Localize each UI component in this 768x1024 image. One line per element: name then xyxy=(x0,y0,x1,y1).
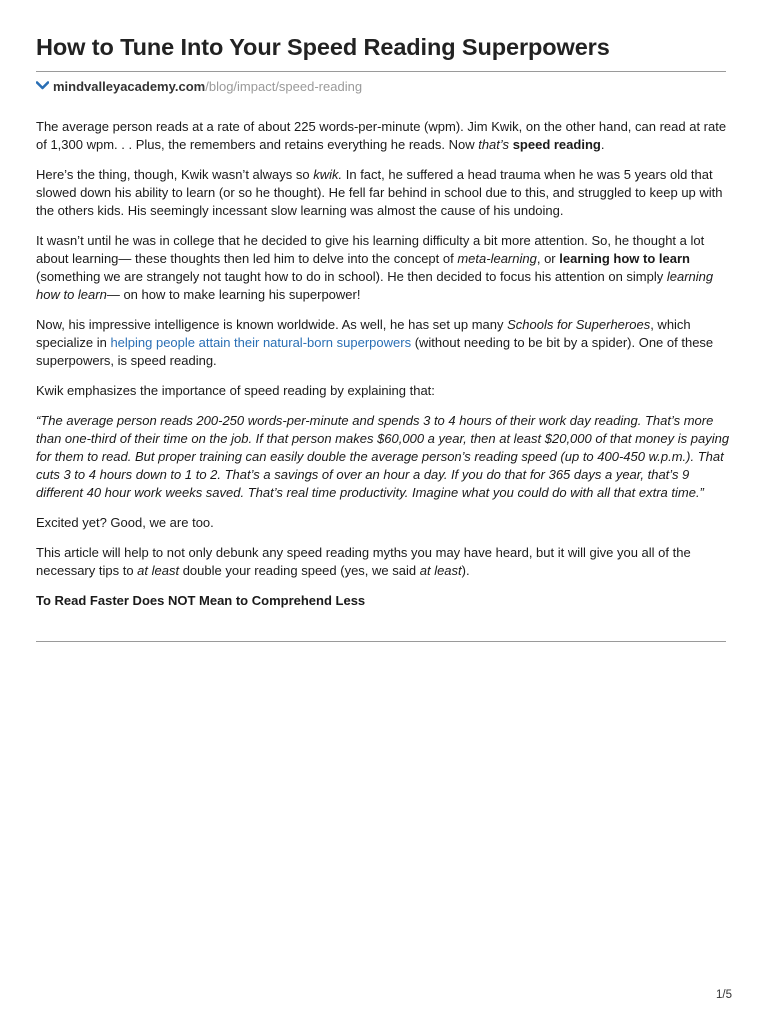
paragraph-6: Excited yet? Good, we are too. xyxy=(36,515,214,530)
p7-emphasis-1: at least xyxy=(137,563,180,578)
chevron-down-icon xyxy=(36,81,49,90)
p7-text-2: double your reading speed (yes, we said xyxy=(179,563,420,578)
p1-bold: speed reading xyxy=(512,137,601,152)
section-subheading: To Read Faster Does NOT Mean to Comprehend Less xyxy=(36,593,366,608)
page-title: How to Tune Into Your Speed Reading Superpowers xyxy=(36,34,610,60)
page-number: 1/5 xyxy=(716,989,732,1001)
source-domain[interactable]: mindvalleyacademy.com xyxy=(53,79,206,94)
p7-emphasis-2: at least xyxy=(419,563,462,578)
paragraph-2 xyxy=(36,166,736,220)
paragraph-7 xyxy=(36,544,736,580)
p1-text: The average person reads at a rate of about 225 words-per-minute (wpm). Jim Kwik, on the other hand, can read at rate of 1,300 wpm. . . Plus, the remembers and retains everything he reads. Now xyxy=(36,119,727,152)
p1-emphasis: that’s xyxy=(478,137,510,152)
title-divider xyxy=(36,71,726,72)
paragraph-3 xyxy=(36,232,736,304)
p2-emphasis: kwik. xyxy=(313,167,343,182)
p3-text-3: (something we are strangely not taught how to do in school). He then decided to focus his attention on simply xyxy=(36,269,667,284)
bottom-divider xyxy=(36,641,726,642)
article-body xyxy=(36,118,736,622)
p3-emphasis-1: meta-learning xyxy=(457,251,537,266)
p3-emphasis-2: learning how to learn xyxy=(36,269,714,302)
p2-text-rest: In fact, he suffered a head trauma when he was 5 years old that slowed down his ability to learn (or so he thought). He fell far behind in school due to this, and struggled to keep up with the others kids. His seemingly incessant slow learning was almost the cause of his undoing. xyxy=(36,167,723,218)
kwik-quote: “The average person reads 200-250 words-per-minute and spends 3 to 4 hours of their work day reading. That’s more than one-third of their time on the job. If that person makes $60,000 a year, then at least $20,000 of that money is paying for them to read. But proper training can easily double the average person’s reading speed (up to 400-450 w.p.m.). That cuts 3 to 4 hours down to 1 to 2. That’s a savings of over an hour a day. If you do that for 365 days a year, that’s 9 different 40 hour work weeks saved. That’s real time productivity. Imagine what you could do with all that extra time.” xyxy=(36,413,730,500)
p2-text: Here’s the thing, though, Kwik wasn’t always so xyxy=(36,167,314,182)
p4-emphasis: Schools for Superheroes xyxy=(507,317,651,332)
p3-text-2: , or xyxy=(536,251,560,266)
p7-text: This article will help to not only debunk any speed reading myths you may have heard, but it will give you all of the necessary tips to xyxy=(36,545,691,578)
p1-end: . xyxy=(600,137,605,152)
p4-text: Now, his impressive intelligence is known worldwide. As well, he has set up many xyxy=(36,317,508,332)
p4-text-2: , which specialize in xyxy=(36,317,691,350)
source-path[interactable]: /blog/impact/speed-reading xyxy=(205,79,363,94)
p4-text-3: (without needing to be bit by a spider). One of these superpowers, is speed reading. xyxy=(36,335,714,368)
paragraph-1 xyxy=(36,118,736,154)
source-url[interactable] xyxy=(36,79,362,94)
p3-bold: learning how to learn xyxy=(559,251,690,266)
paragraph-4 xyxy=(36,316,736,370)
p7-end: ). xyxy=(461,563,470,578)
paragraph-5: Kwik emphasizes the importance of speed reading by explaining that: xyxy=(36,383,435,398)
superpowers-link[interactable]: helping people attain their natural-born superpowers xyxy=(110,335,412,350)
p3-text: It wasn’t until he was in college that he decided to give his learning difficulty a bit more attention. So, he thought a lot about learning— these thoughts then led him to delve into the concept of xyxy=(36,233,705,266)
p3-text-4: — on how to make learning his superpower! xyxy=(106,287,361,302)
